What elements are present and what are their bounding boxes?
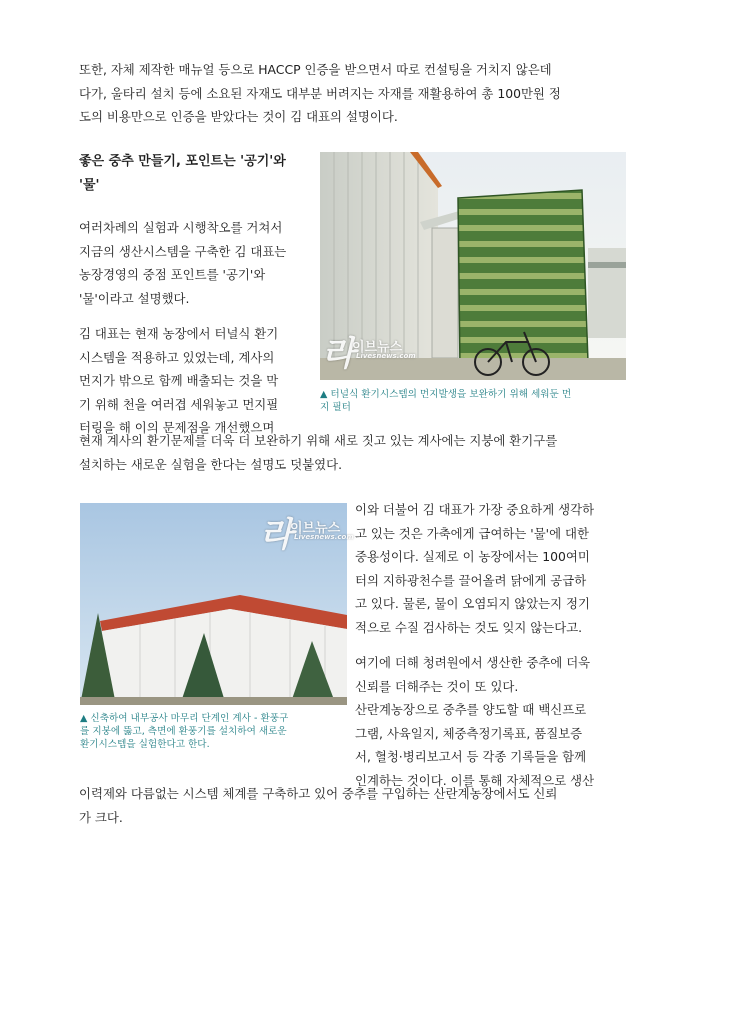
intro-paragraph	[79, 58, 561, 129]
section2-paragraph-1: 이와 더불어 김 대표가 가장 중요하게 생각하 고 있는 것은 가축에게 급여하는 '물'에 대한 중용성이다. 실제로 이 농장에서는 100여미 터의 지하광천수를 끌어올려 닭에게 공급하 고 있다. 물론, 물이 오염되지 않았는지 정기 적으로 수질 검사하는 것도 잊지 않는다고.	[355, 502, 595, 635]
section-heading: 좋은 중추 만들기, 포인트는 '공기'와 '물'	[79, 154, 286, 193]
closing-paragraph: 이력제와 다름없는 시스템 체계를 구축하고 있어 중추를 구입하는 산란계농장에서도 신뢰 가 크다.	[79, 786, 558, 825]
intro-line: 도의 비용만으로 인증을 받았다는 것이 김 대표의 설명이다.	[79, 109, 398, 125]
watermark-logo: 라 이브뉴스 Livesnews.com	[260, 515, 354, 555]
section2-paragraph-2: 여기에 더해 청려원에서 생산한 중추에 더욱 신뢰를 더해주는 것이 또 있다. 산란계농장으로 중추를 양도할 때 백신프로 그램, 사육일지, 체중측정기록표, 품질보증 서, 혈청·병리보고서 등 각종 기록들을 함께 인계하는 것이다. 이를 통해 자체적으로 생산	[355, 655, 595, 788]
watermark-logo: 라 이브뉴스 Livesnews.com	[322, 334, 416, 374]
photo-dust-filter	[320, 152, 626, 380]
photo-new-house-caption: ▲ 신축하여 내부공사 마무리 단계인 계사 - 환풍구 를 지붕에 뚫고, 측면에 환풍기를 설치하여 새로운 환기시스템을 실험한다고 한다.	[80, 713, 289, 750]
section1-paragraph-1: 여러차례의 실험과 시행착오를 거쳐서 지금의 생산시스템을 구축한 김 대표는 농장경영의 중점 포인트를 '공기'와 '물'이라고 설명했다.	[79, 220, 287, 306]
section1-paragraph-2: 김 대표는 현재 농장에서 터널식 환기 시스템을 적용하고 있었는데, 계사의 먼지가 밖으로 함께 배출되는 것을 막 기 위해 천을 여러겹 세워놓고 먼지필 터링을 해 이의 문제점을 개선했으며	[79, 326, 279, 436]
intro-line: 또한, 자체 제작한 매뉴얼 등으로 HACCP 인증을 받으면서 따로 컨설팅을 거치지 않은데	[79, 62, 552, 77]
photo-dust-filter-caption: ▲ 터널식 환기시스템의 먼지발생을 보완하기 위해 세워둔 먼 지 필터	[320, 389, 572, 413]
intro-line: 다가, 울타리 설치 등에 소요된 자재도 대부분 버려지는 자재를 재활용하여 총 100만원 정	[79, 85, 561, 101]
photo-new-house	[80, 503, 354, 705]
section1-continuation: 현재 계사의 환기문제를 더욱 더 보완하기 위해 새로 짓고 있는 계사에는 지붕에 환기구를 설치하는 새로운 실험을 한다는 설명도 덧붙였다.	[79, 433, 558, 472]
